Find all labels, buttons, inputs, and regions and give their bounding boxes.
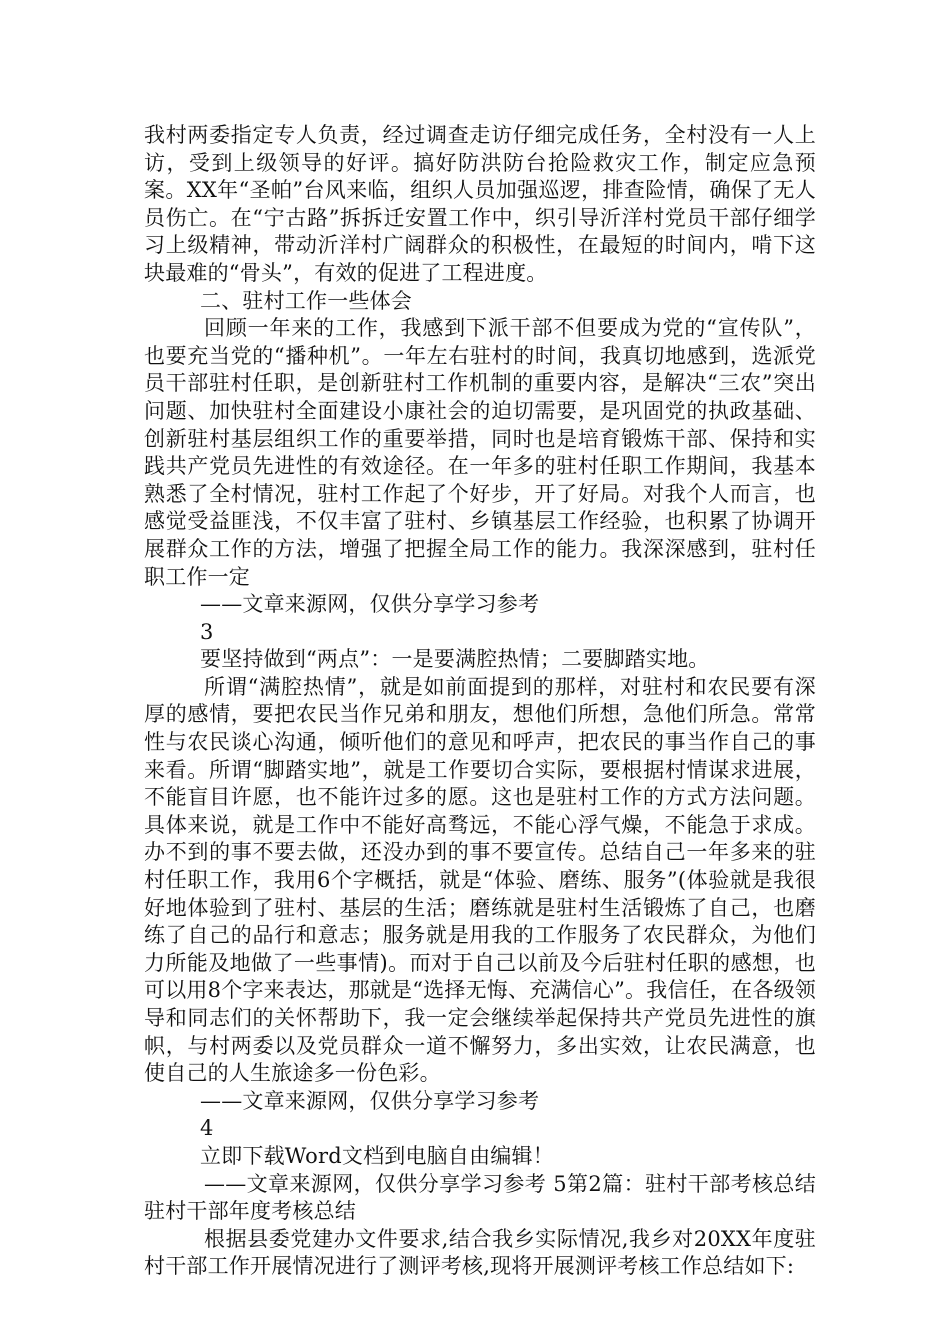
source-note: ——文章来源网，仅供分享学习参考 [200,1088,540,1113]
source-note: ——文章来源网，仅供分享学习参考 [200,592,540,617]
paragraph-village-work: 我村两委指定专人负责，经过调查走访仔细完成任务，全村没有一人上访，受到上级领导的好评。搞好防洪防台抢险救灾工作，制定应急预案。XX年“圣帕”台风来临，组织人员加强巡逻，排查险情，确保了无人员伤亡。在“宁古路”拆拆迁安置工作中，织引导沂洋村党员干部仔细学习上级精神，带动沂洋村广阔群众的积极性，在最短的时间内，啃下这块最难的“骨头”，有效的促进了工程进度。 [144,123,816,285]
paragraph-review: 回顾一年来的工作，我感到下派干部不但要成为党的“宣传队”，也要充当党的“播种机”。一年左右驻村的时间，我真切地感到，选派党员干部驻村任职，是创新驻村工作机制的重要内容，是解决“三农”突出问题、加快驻村全面建设小康社会的迫切需要，是巩固党的执政基础、创新驻村基层组织工作的重要举措，同时也是培育锻炼干部、保持和实践共产党员先进性的有效途径。在一年多的驻村任职工作期间，我基本熟悉了全村情况，驻村工作起了个好步，开了好局。对我个人而言，也感觉受益匪浅，不仅丰富了驻村、乡镇基层工作经验，也积累了协调开展群众工作的方法，增强了把握全局工作的能力。我深深感到，驻村任职工作一定 [144,316,816,589]
paragraph-enthusiasm: 所谓“满腔热情”，就是如前面提到的那样，对驻村和农民要有深厚的感情，要把农民当作兄弟和朋友，想他们所想，急他们所急。常常性与农民谈心沟通，倾听他们的意见和呼声，把农民的事当作自己的事来看。所谓“脚踏实地”，就是工作要切合实际，要根据村情谋求进展，不能盲目许愿，也不能许过多的愿。这也是驻村工作的方式方法问题。具体来说，就是工作中不能好高骛远，不能心浮气燥，不能急于求成。办不到的事不要去做，还没办到的事不要宣传。总结自己一年多来的驻村任职工作，我用6个字概括，就是“体验、磨练、服务”(体验就是我很好地体验到了驻村、基层的生活；磨练就是驻村生活锻炼了自己，也磨练了自己的品行和意志；服务就是用我的工作服务了农民群众，为他们力所能及地做了一些事情)。而对于自己以前及今后驻村任职的感想，也可以用8个字来表达，那就是“选择无悔、充满信心”。我信任，在各级领导和同志们的关怀帮助下，我一定会继续举起保持共产党员先进性的旗帜，与村两委以及党员群众一道不懈努力，多出实效，让农民满意，也使自己的人生旅途多一份色彩。 [144,674,816,1086]
paragraph-assessment: 根据县委党建办文件要求,结合我乡实际情况,我乡对20XX年度驻村干部工作开展情况进行了测评考核,现将开展测评考核工作总结如下: [144,1226,816,1279]
section-heading: 二、驻村工作一些体会 [200,288,412,313]
page-number: 4 [200,1116,214,1141]
download-link[interactable]: 立即下载Word文档到电脑自由编辑！ [200,1143,554,1168]
paragraph-next-article-title: ——文章来源网，仅供分享学习参考 5第2篇：驻村干部考核总结驻村干部年度考核总结 [144,1171,816,1224]
two-points-line: 要坚持做到“两点”：一是要满腔热情；二要脚踏实地。 [200,647,710,672]
document-body [144,122,816,1281]
page-number: 3 [200,619,214,644]
